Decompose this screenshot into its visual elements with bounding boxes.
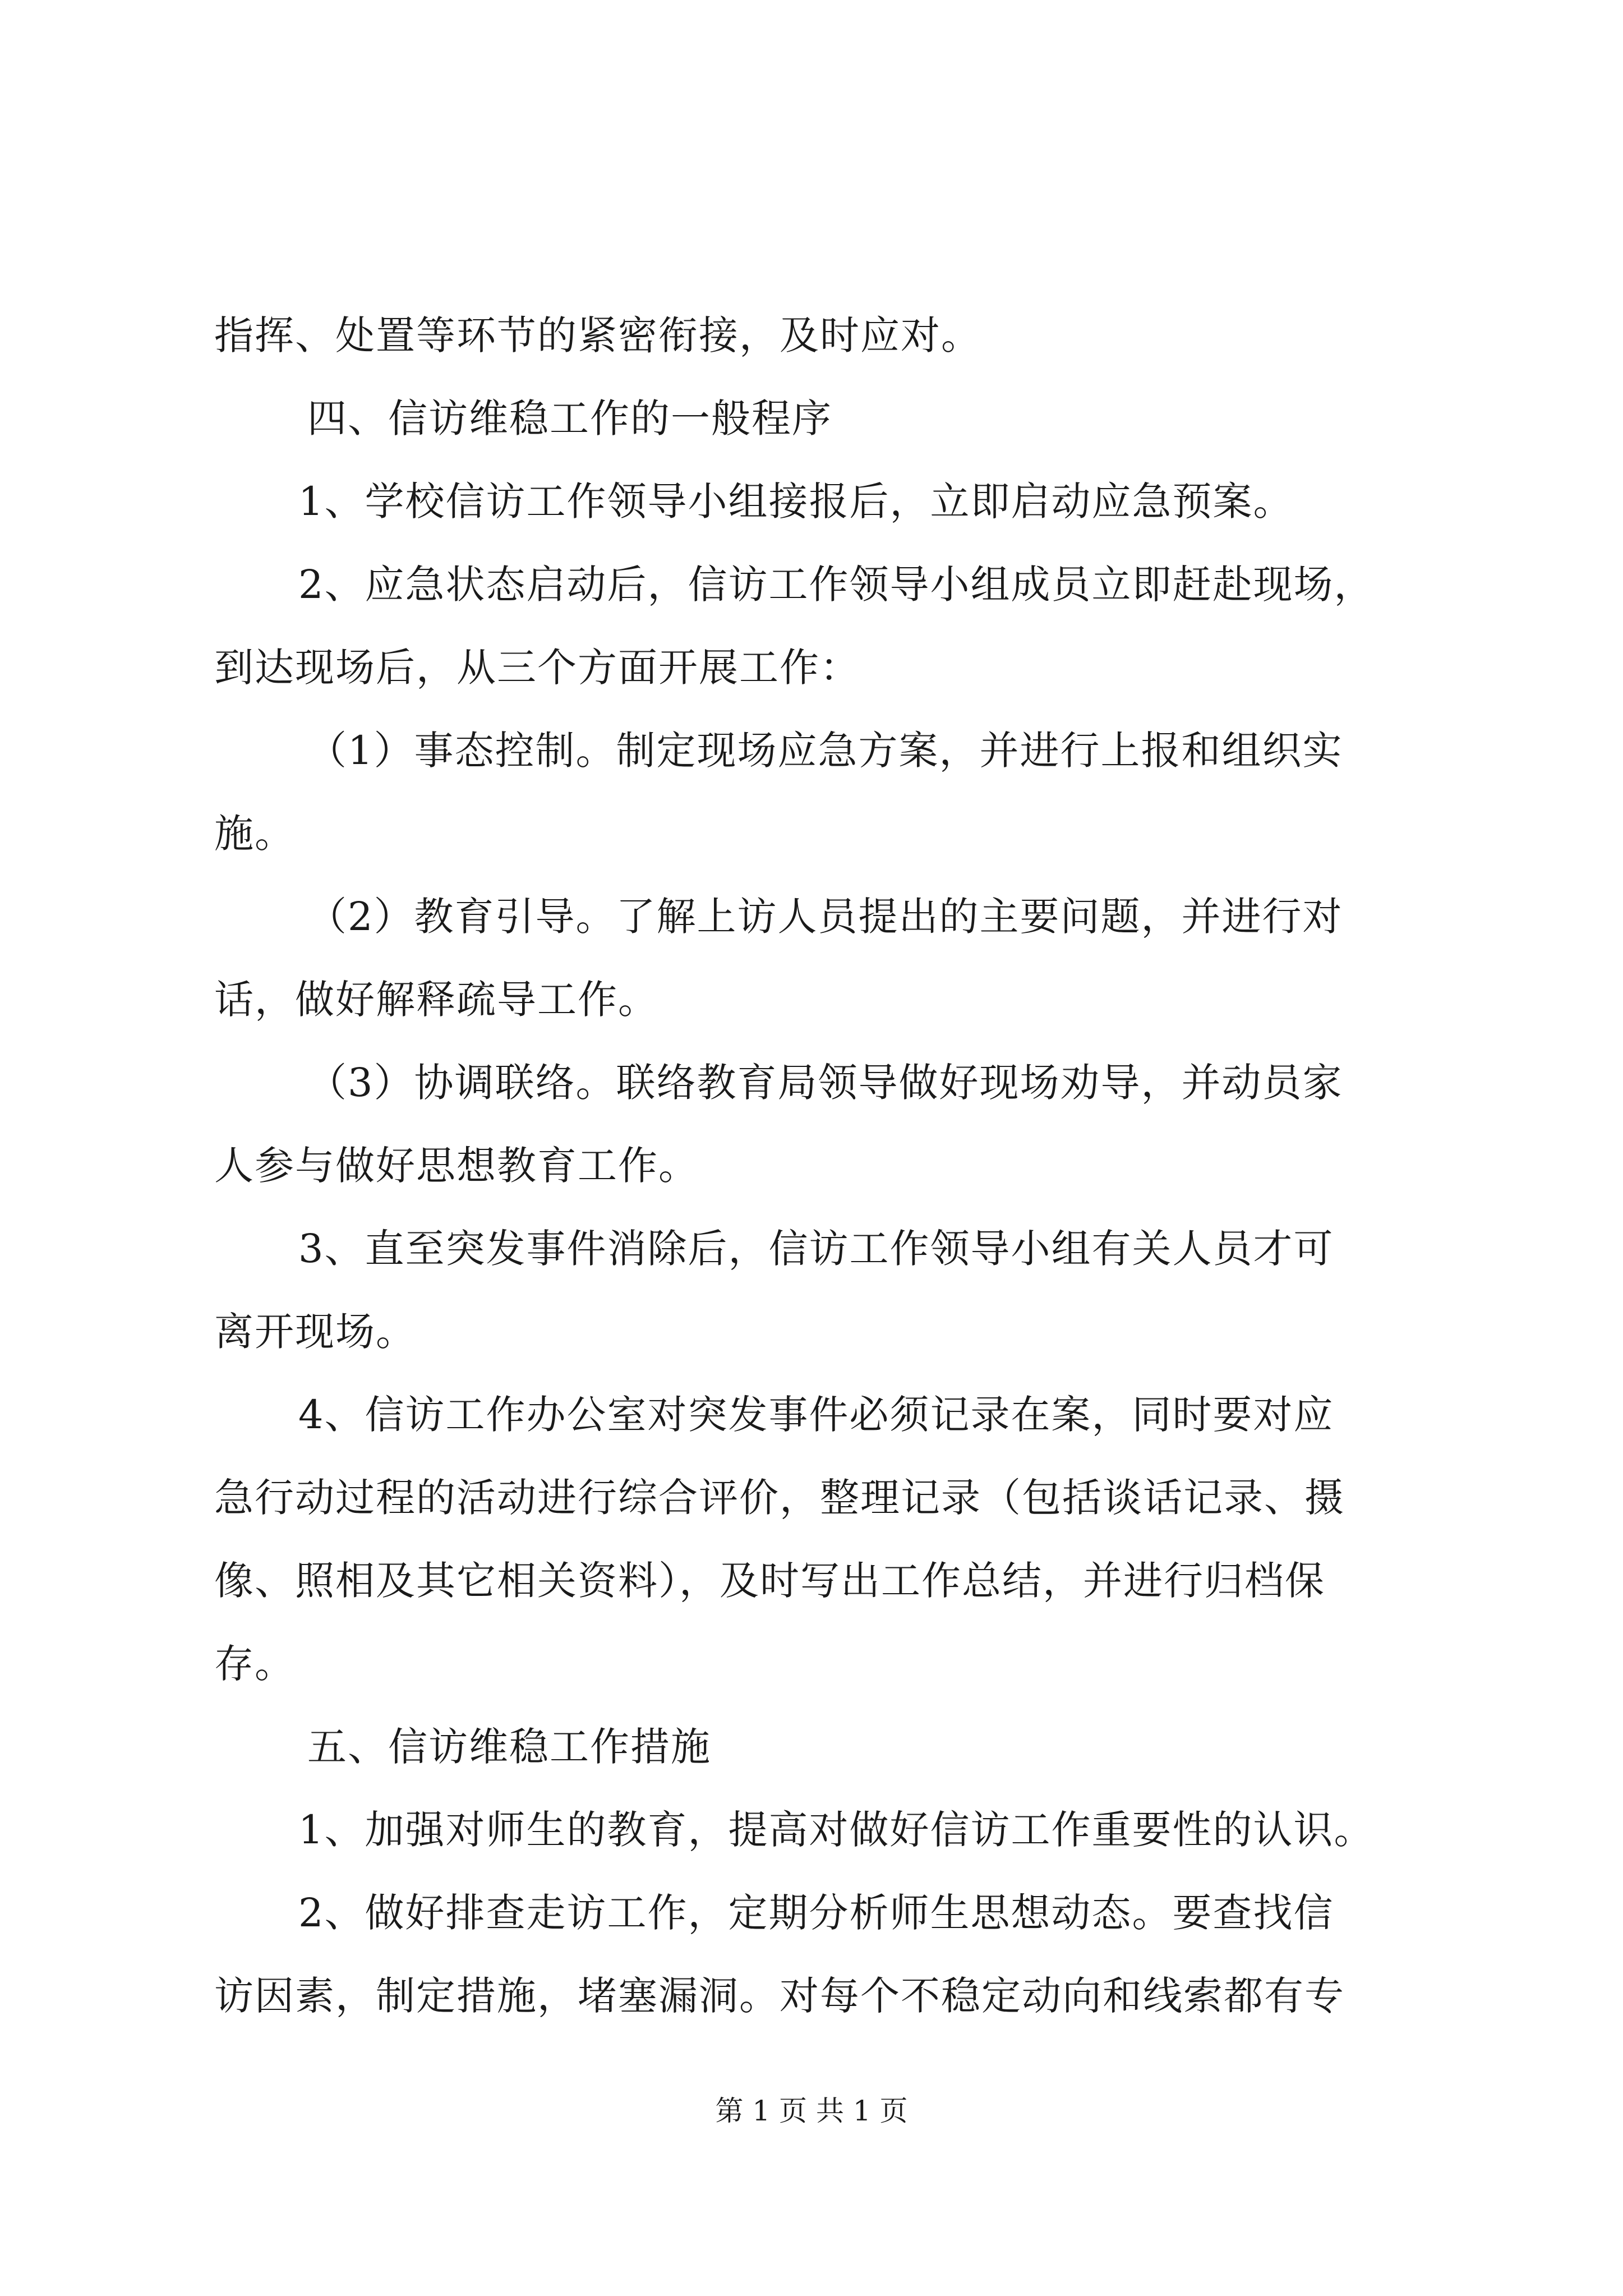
text-line: 像、照相及其它相关资料），及时写出工作总结，并进行归档保 <box>214 1558 1325 1604</box>
text-line: 1、学校信访工作领导小组接报后，立即启动应急预案。 <box>298 478 1294 524</box>
text-line: 施。 <box>214 811 295 857</box>
text-line: 访因素，制定措施，堵塞漏洞。对每个不稳定动向和线索都有专 <box>214 1973 1345 2019</box>
text-line: 到达现场后，从三个方面开展工作： <box>214 645 860 691</box>
text-line: 急行动过程的活动进行综合评价，整理记录（包括谈话记录、摄 <box>214 1475 1345 1521</box>
text-line: 2、应急状态启动后，信访工作领导小组成员立即赶赴现场， <box>298 562 1375 608</box>
text-line: 3、直至突发事件消除后，信访工作领导小组有关人员才可 <box>298 1226 1334 1272</box>
page-number-footer: 第 1 页 共 1 页 <box>715 2095 908 2127</box>
section-heading: 四、信访维稳工作的一般程序 <box>307 395 832 441</box>
text-line: 4、信访工作办公室对突发事件必须记录在案，同时要对应 <box>298 1392 1334 1438</box>
text-line: （1）事态控制。制定现场应急方案，并进行上报和组织实 <box>307 728 1343 774</box>
text-line: 指挥、处置等环节的紧密衔接，及时应对。 <box>214 312 981 358</box>
text-line: （2）教育引导。了解上访人员提出的主要问题，并进行对 <box>307 894 1343 940</box>
text-line: 2、做好排查走访工作，定期分析师生思想动态。要查找信 <box>298 1890 1334 1936</box>
text-line: 人参与做好思想教育工作。 <box>214 1143 699 1189</box>
text-line: 离开现场。 <box>214 1309 416 1355</box>
text-line: 1、加强对师生的教育，提高对做好信访工作重要性的认识。 <box>298 1807 1375 1853</box>
text-line: 存。 <box>214 1641 295 1687</box>
text-line: （3）协调联络。联络教育局领导做好现场劝导，并动员家 <box>307 1060 1343 1106</box>
section-heading: 五、信访维稳工作措施 <box>307 1724 711 1770</box>
text-line: 话，做好解释疏导工作。 <box>214 977 658 1023</box>
